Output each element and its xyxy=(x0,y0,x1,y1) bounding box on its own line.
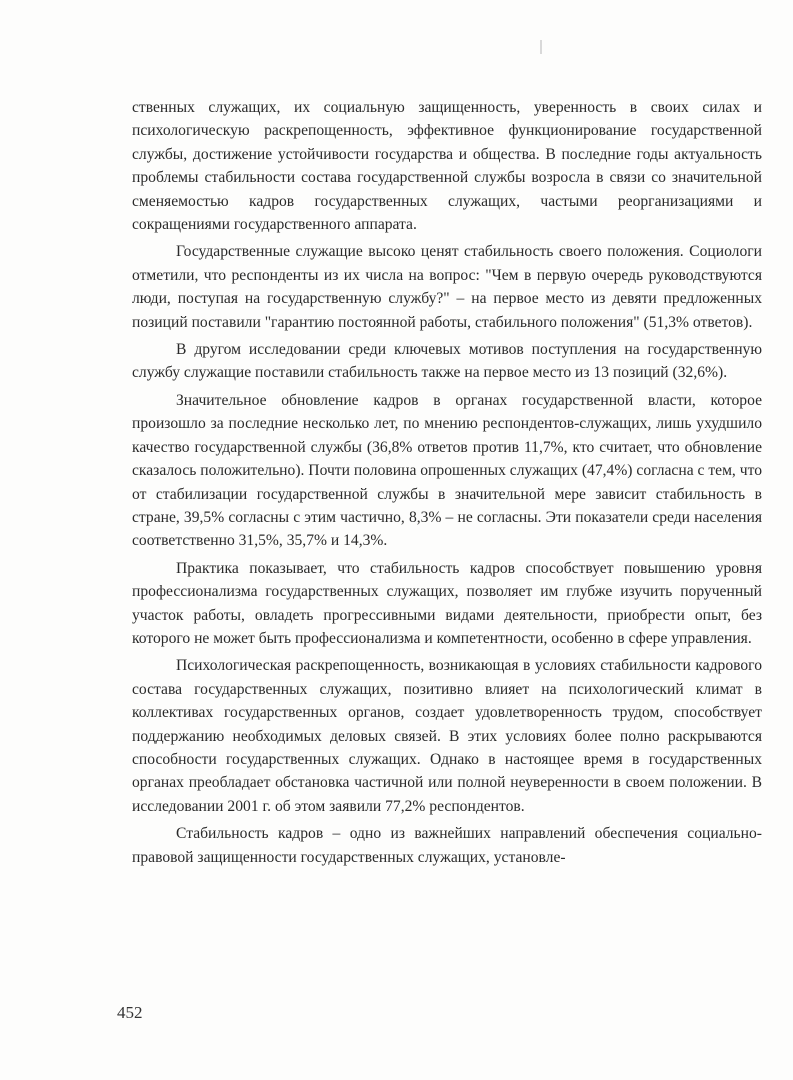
paragraph-5: Практика показывает, что стабильность кадров способствует повышению уровня профессионализма государственных служащих, позволяет им глубже изучить порученный участок работы, овладеть прогрессивными видами деятельности, приобрести опыт, без которого не может быть профессионализма и компетентности, особенно в сфере управления. xyxy=(132,559,762,647)
paragraph-7: Стабильность кадров – одно из важнейших направлений обеспечения социально-правовой защищенности государственных служащих, установле- xyxy=(132,825,762,866)
paragraph-3: В другом исследовании среди ключевых мотивов поступления на государственную службу служащие поставили стабильность также на первое место из 13 позиций (32,6%). xyxy=(132,341,762,382)
scan-artifact xyxy=(540,40,542,54)
paragraph-2: Государственные служащие высоко ценят стабильность своего положения. Социологи отметили, что респонденты из их числа на вопрос: "Чем в первую очередь руководствуются люди, поступая на государственную службу?" – на первое место из девяти предложенных позиций поставили "гарантию постоянной работы, стабильного положения" (51,3% ответов). xyxy=(132,243,762,331)
page-body-text xyxy=(132,96,762,869)
paragraph-6: Психологическая раскрепощенность, возникающая в условиях стабильности кадрового состава государственных служащих, позитивно влияет на психологический климат в коллективах государственных органов, создает удовлетворенность трудом, способствует поддержанию необходимых деловых связей. В этих условиях более полно раскрываются способности государственных служащих. Однако в настоящее время в государственных органах преобладает обстановка частичной или полной неуверенности в своем положении. В исследовании 2001 г. об этом заявили 77,2% респондентов. xyxy=(132,657,762,815)
page-number: 452 xyxy=(117,1003,143,1022)
paragraph-4: Значительное обновление кадров в органах государственной власти, которое произошло за последние несколько лет, по мнению респондентов-служащих, лишь ухудшило качество государственной службы (36,8% ответов против 11,7%, кто считает, что обновление сказалось положительно). Почти половина опрошенных служащих (47,4%) согласна с тем, что от стабилизации государственной службы в значительной мере зависит стабильность в стране, 39,5% согласны с этим частично, 8,3% – не согласны. Эти показатели среди населения соответственно 31,5%, 35,7% и 14,3%. xyxy=(132,391,762,550)
paragraph-1: ственных служащих, их социальную защищенность, уверенность в своих силах и психологическую раскрепощенность, эффективное функционирование государственной службы, достижение устойчивости государства и общества. В последние годы актуальность проблемы стабильности состава государственной службы возросла в связи со значительной сменяемостью кадров государственных служащих, частыми реорганизациями и сокращениями государственного аппарата. xyxy=(132,99,762,234)
